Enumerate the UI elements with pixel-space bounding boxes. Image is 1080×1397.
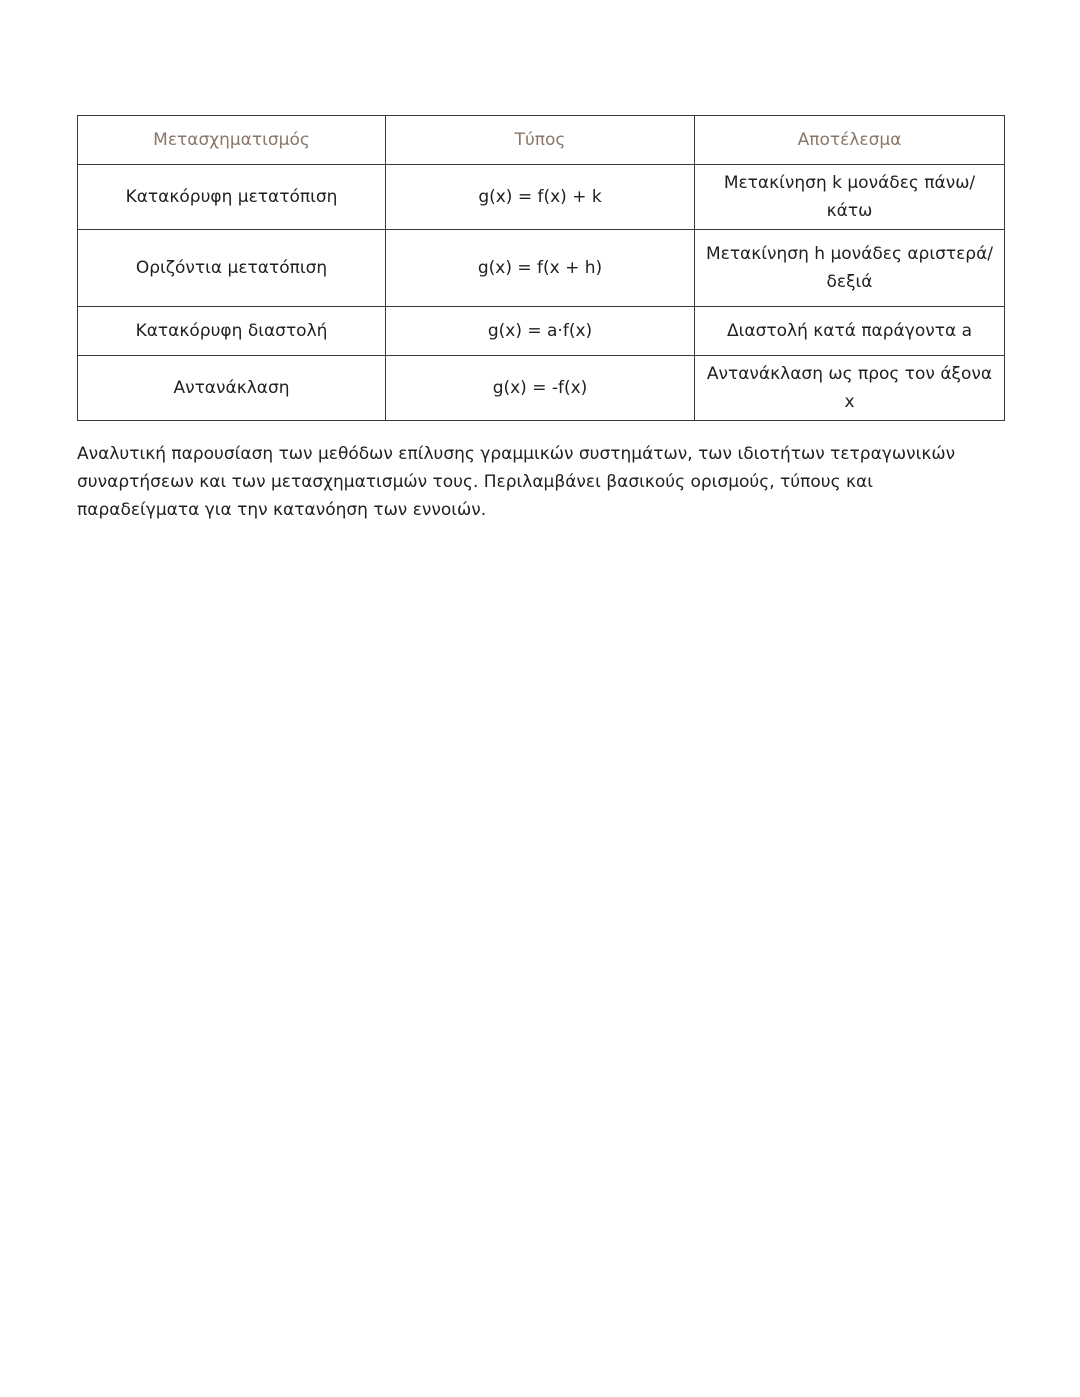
table-row <box>78 230 1005 307</box>
intro-paragraph: Αναλυτική παρουσίαση των μεθόδων επίλυσης γραμμικών συστημάτων, των ιδιοτήτων τετραγωνικών συναρτήσεων και των μετασχηματισμών τους. Περιλαμβάνει βασικούς ορισμούς, τύπους και παραδείγματα για την κατανόηση των εννοιών. <box>77 444 956 520</box>
transformations-table <box>77 115 1005 421</box>
table-cell: Κατακόρυφη μετατόπιση <box>78 165 386 230</box>
table-cell: g(x) = f(x) + k <box>386 165 695 230</box>
table-cell: Διαστολή κατά παράγοντα a <box>695 307 1005 356</box>
header-result: Αποτέλεσμα <box>695 116 1005 165</box>
header-transformation: Μετασχηματισμός <box>78 116 386 165</box>
header-formula: Τύπος <box>386 116 695 165</box>
table-cell: Οριζόντια μετατόπιση <box>78 230 386 307</box>
table-cell: Αντανάκλαση ως προς τον άξονα x <box>695 356 1005 421</box>
table-cell: Αντανάκλαση <box>78 356 386 421</box>
table-cell: g(x) = a·f(x) <box>386 307 695 356</box>
table-row <box>78 356 1005 421</box>
table-cell: g(x) = -f(x) <box>386 356 695 421</box>
table-row <box>78 165 1005 230</box>
table-header-row <box>78 116 1005 165</box>
table-cell: Κατακόρυφη διαστολή <box>78 307 386 356</box>
table-cell: Μετακίνηση k μονάδες πάνω/κάτω <box>695 165 1005 230</box>
table-cell: g(x) = f(x + h) <box>386 230 695 307</box>
table-row <box>78 307 1005 356</box>
table-cell: Μετακίνηση h μονάδες αριστερά/δεξιά <box>695 230 1005 307</box>
